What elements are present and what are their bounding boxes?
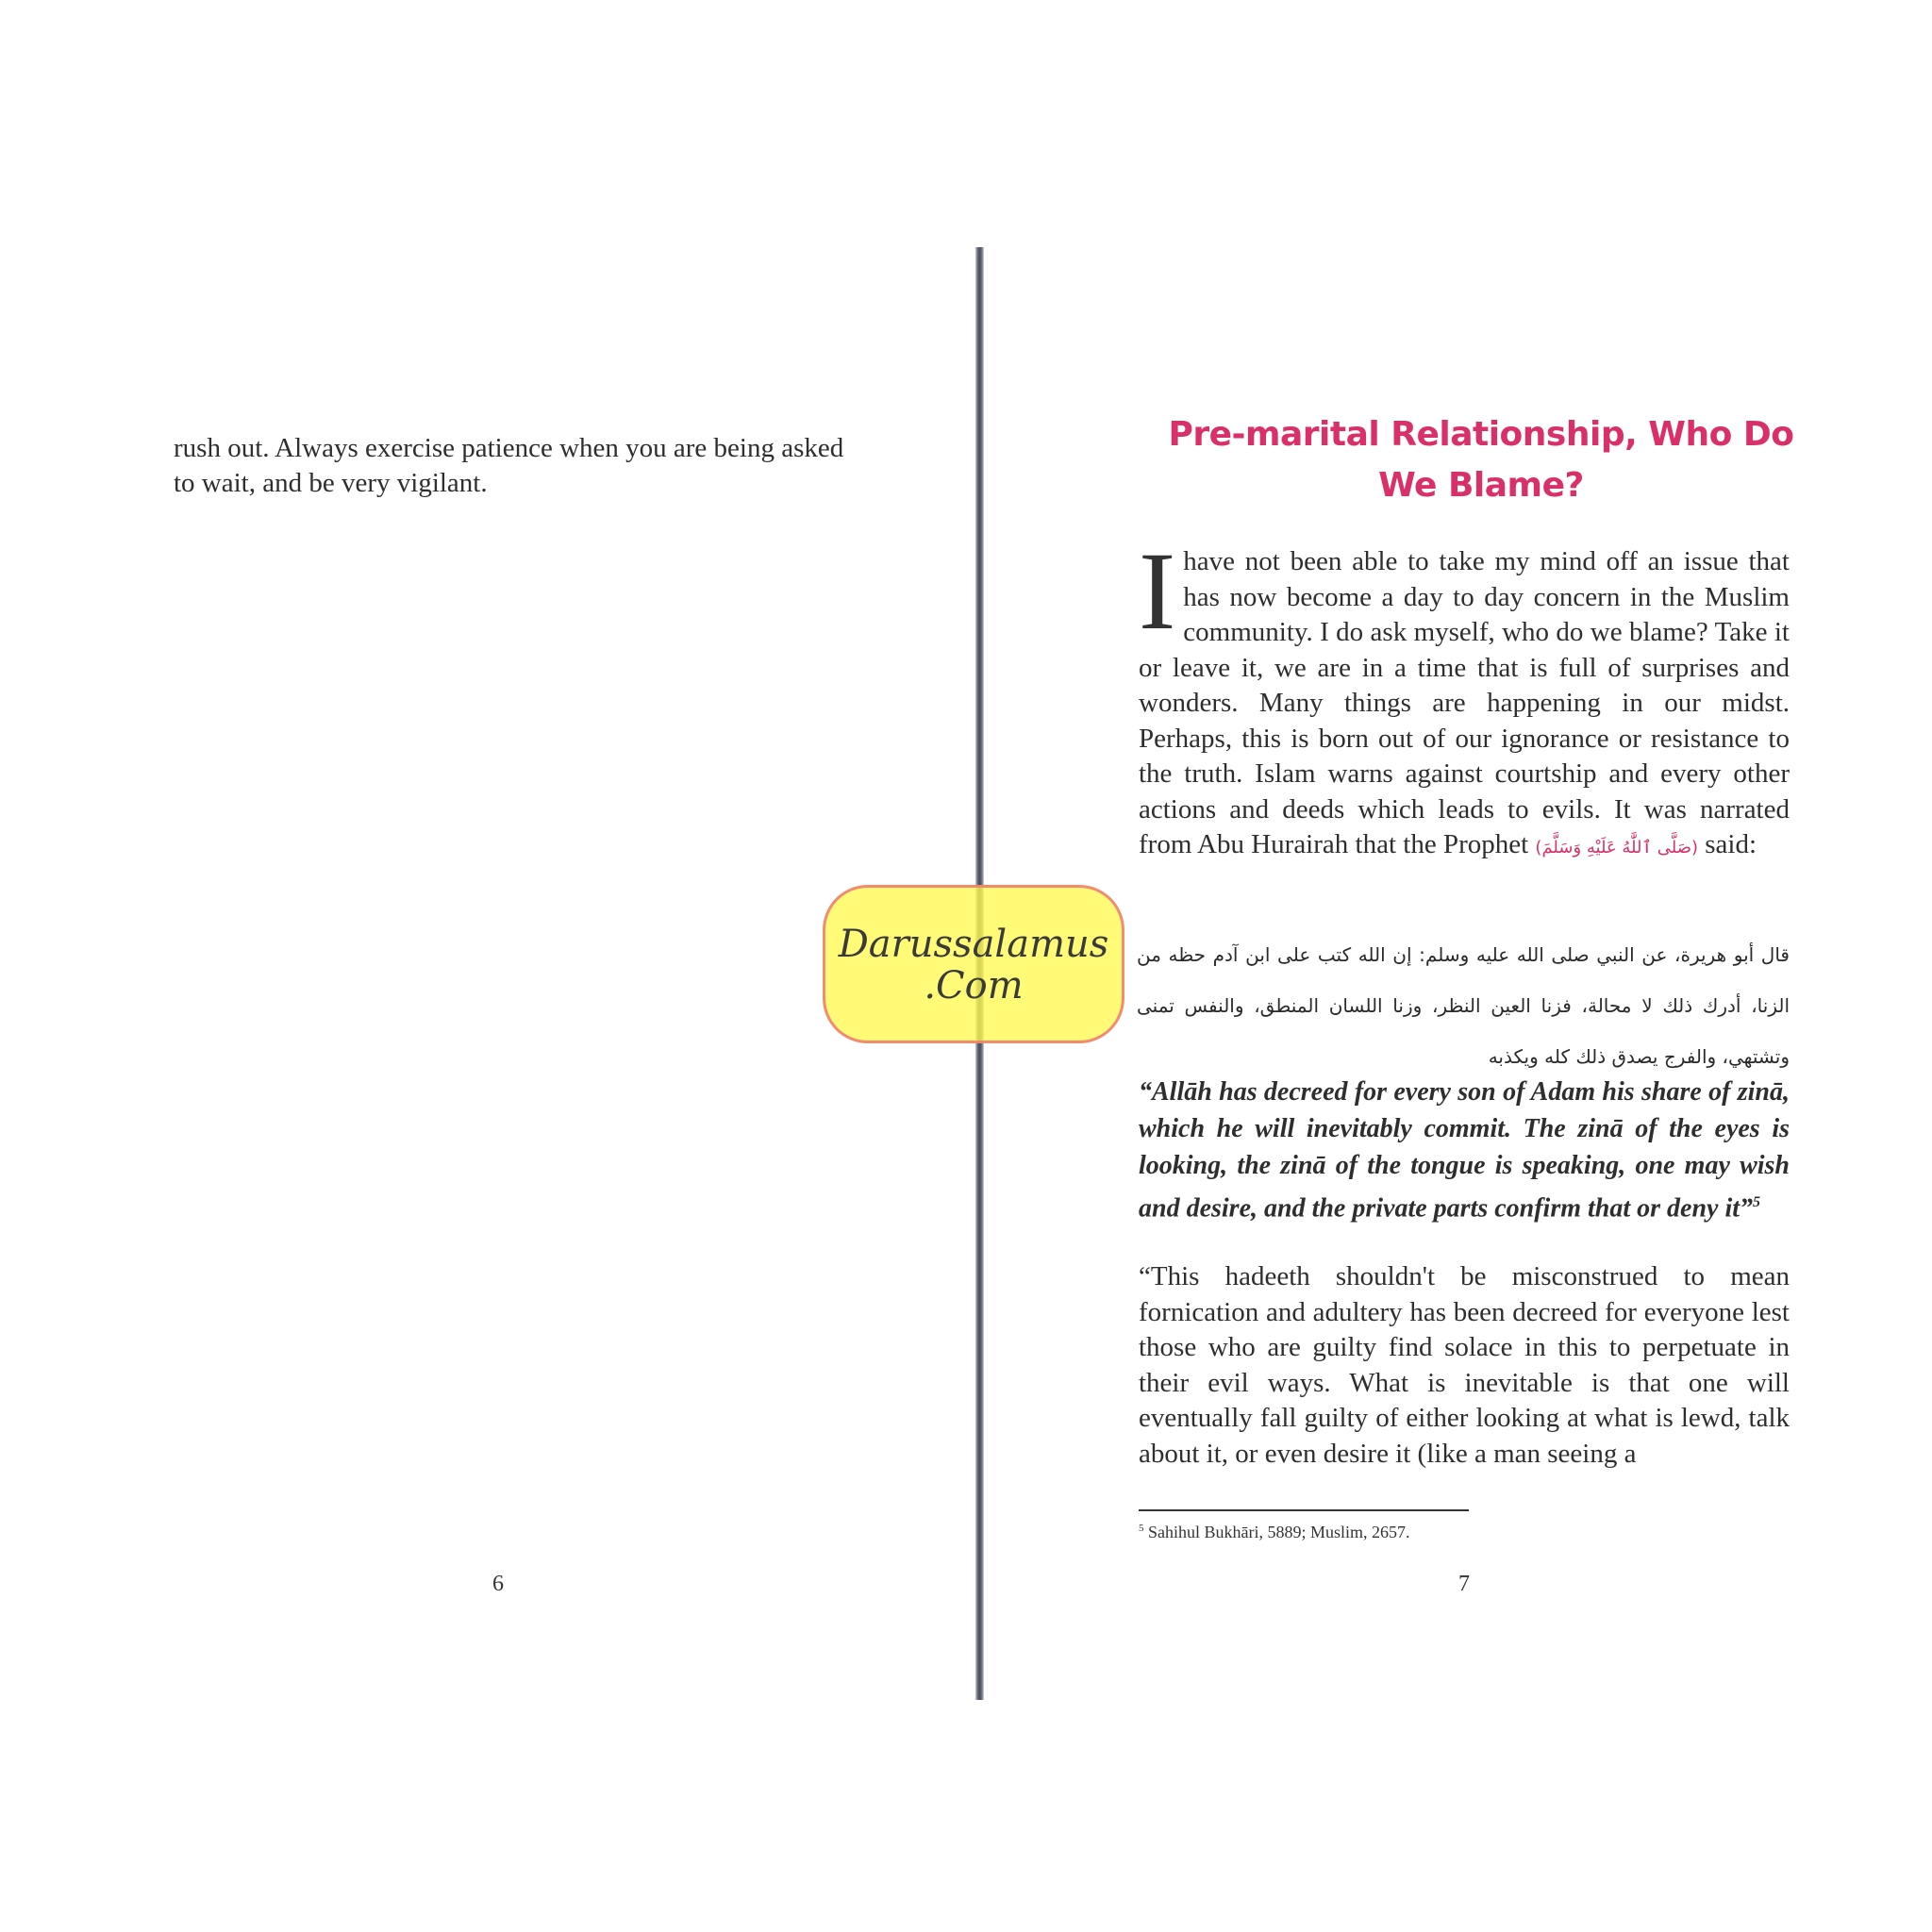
intro-paragraph-end: said: (1698, 829, 1757, 859)
watermark-logo (823, 885, 1124, 1043)
intro-paragraph-text: have not been able to take my mind off an issue that has now become a day to day concern in the Muslim community. I do ask myself, who do we blame? Take it or leave it, we are in a time that is full of surprises and wonders. Many things are happening in our midst. Perhaps, this is born out of our ignorance or resistance to the truth. Islam warns against courtship and every other actions and deeds which leads to evils. It was narrated from Abu Hurairah that the Prophet (1139, 546, 1790, 859)
chapter-title-line1: Pre-marital Relationship, Who Do (1168, 415, 1794, 454)
chapter-title-line2: We Blame? (1378, 466, 1584, 505)
watermark-line2: .Com (924, 964, 1024, 1008)
honorific-symbol: (صَلَّى ٱللَّٰهُ عَلَيْهِ وَسَلَّمَ) (1535, 838, 1699, 858)
commentary-paragraph: “This hadeeth shouldn't be misconstrued to mean fornication and adultery has been decreed for everyone lest those who are guilty find solace in this to perpetuate in their evil ways. What is inevitable is that one will eventually fall guilty of either looking at what is lewd, talk about it, or even desire it (like a man seeing a (1139, 1261, 1790, 1469)
hadith-translation (1139, 1074, 1790, 1226)
footnote-text: Sahihul Bukhāri, 5889; Muslim, 2657. (1143, 1523, 1410, 1541)
intro-paragraph (1139, 529, 1790, 866)
right-page-number: 7 (1458, 1572, 1470, 1596)
hadith-translation-text: “Allāh has decreed for every son of Adam his share of zinā, which he will inevitably commit. The zinā of the eyes is looking, the zinā of the tongue is speaking, one may wish and desire, and the private parts confirm that or deny it” (1139, 1077, 1790, 1224)
footnote (1139, 1523, 1410, 1542)
left-page-text: rush out. Always exercise patience when you are being asked to wait, and be very vigilant. (174, 433, 844, 498)
watermark-line1: Darussalamus (838, 923, 1109, 966)
left-page-number: 6 (492, 1572, 504, 1596)
chapter-title (1123, 409, 1840, 511)
arabic-hadith: قال أبو هريرة، عن النبي صلى الله عليه وسلم: إن الله كتب على ابن آدم حظه من الزنا، أدرك ذلك لا محالة، فزنا العين النظر، وزنا اللسان المنطق، والنفس تمنى وتشتهي، والفرج يصدق ذلك كله ويكذبه (1137, 943, 1790, 1068)
drop-cap: I (1139, 529, 1176, 653)
footnote-number: 5 (1139, 1523, 1144, 1534)
footnote-divider (1139, 1509, 1469, 1511)
footnote-reference: 5 (1753, 1194, 1761, 1210)
